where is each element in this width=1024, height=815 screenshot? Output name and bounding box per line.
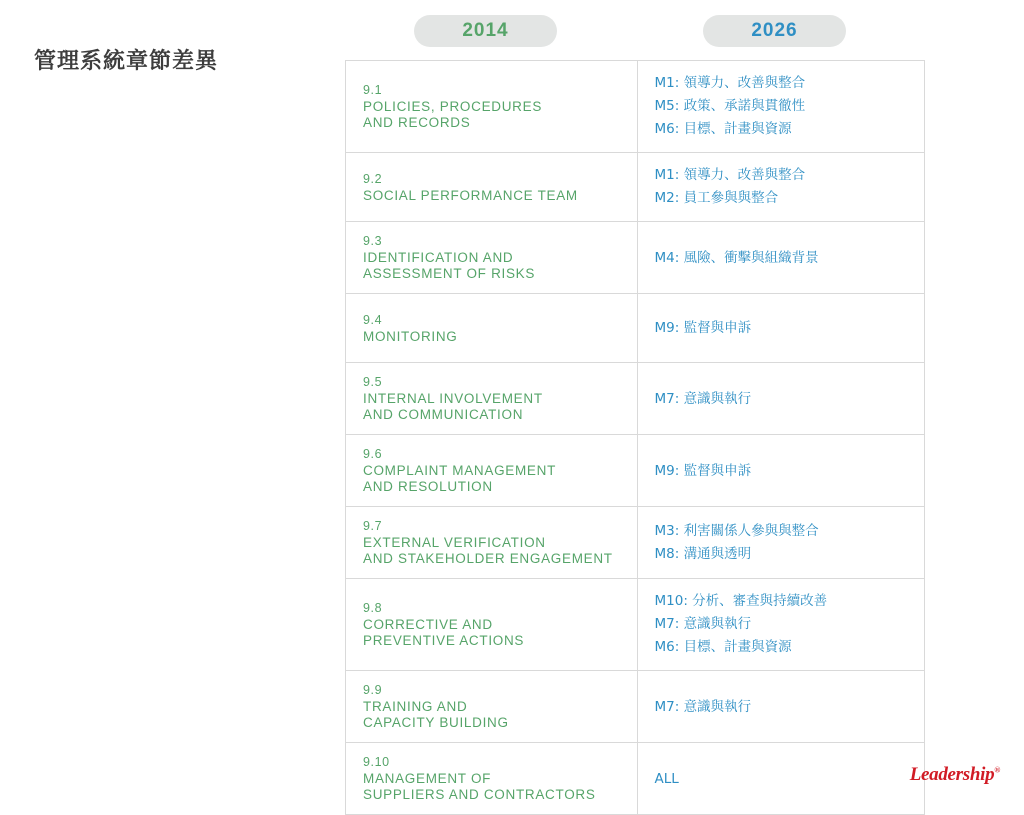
table-cell-2014 xyxy=(346,222,638,293)
mapping-line: M1: 領導力、改善與整合 xyxy=(654,167,806,183)
table-row xyxy=(346,294,924,363)
clause-title-line: POLICIES, PROCEDURES xyxy=(363,99,543,114)
logo-trademark: ® xyxy=(994,765,1000,775)
table-cell-2026 xyxy=(638,294,925,362)
clause-title-line: MONITORING xyxy=(363,328,458,344)
clause-title-line: INTERNAL INVOLVEMENT xyxy=(363,391,543,406)
table-cell-2026 xyxy=(638,435,925,506)
mapping-line: M7: 意識與執行 xyxy=(654,390,752,407)
clause-title-line: TRAINING AND xyxy=(363,699,468,714)
mapping-line: M9: 監督與申訴 xyxy=(654,320,752,336)
mapping-line: M6: 目標、計畫與資源 xyxy=(654,121,792,137)
clause-title-line: ASSESSMENT OF RISKS xyxy=(363,266,536,281)
mapping-line: M6: 目標、計畫與資源 xyxy=(654,639,792,655)
page-title: 管理系統章節差異 xyxy=(34,49,219,74)
clause-title-line: IDENTIFICATION AND xyxy=(363,250,514,265)
mapping-line: M8: 溝通與透明 xyxy=(654,545,752,562)
clause-number: 9.1 xyxy=(363,83,383,97)
clause-title-line: SOCIAL PERFORMANCE TEAM xyxy=(363,187,578,203)
table-cell-2014 xyxy=(346,507,638,578)
clause-number: 9.6 xyxy=(363,447,383,461)
mapping-line: M4: 風險、衝擊與組織背景 xyxy=(654,249,819,266)
mapping-line: M1: 領導力、改善與整合 xyxy=(654,75,806,91)
mapping-line: M5: 政策、承諾與貫徹性 xyxy=(654,98,806,114)
table-cell-2014 xyxy=(346,579,638,670)
clause-title-line: EXTERNAL VERIFICATION xyxy=(363,535,546,550)
mapping-line: M3: 利害關係人參與與整合 xyxy=(654,522,819,539)
clause-title-line: AND STAKEHOLDER ENGAGEMENT xyxy=(363,551,613,566)
comparison-table xyxy=(345,60,925,815)
mapping-line: M2: 員工參與與整合 xyxy=(654,190,779,206)
table-row xyxy=(346,579,924,671)
table-cell-2026 xyxy=(638,61,925,152)
clause-number: 9.2 xyxy=(363,171,383,186)
clause-number: 9.8 xyxy=(363,601,383,615)
table-cell-2026 xyxy=(638,363,925,434)
table-cell-2014 xyxy=(346,61,638,152)
column-header-2026: 2026 xyxy=(703,15,846,47)
clause-number: 9.5 xyxy=(363,375,383,389)
table-cell-2026 xyxy=(638,671,925,742)
logo-text: Leadership xyxy=(909,764,995,785)
clause-title-line: AND RESOLUTION xyxy=(363,479,493,494)
table-cell-2026 xyxy=(638,743,925,814)
table-row xyxy=(346,507,924,579)
table-row xyxy=(346,435,924,507)
table-cell-2026 xyxy=(638,153,925,221)
clause-title-line: SUPPLIERS AND CONTRACTORS xyxy=(363,787,596,802)
clause-title-line: AND COMMUNICATION xyxy=(363,407,524,422)
table-cell-2014 xyxy=(346,671,638,742)
table-cell-2014 xyxy=(346,435,638,506)
table-row xyxy=(346,743,924,815)
clause-number: 9.4 xyxy=(363,312,383,327)
clause-title-line: COMPLAINT MANAGEMENT xyxy=(363,463,557,478)
clause-number: 9.10 xyxy=(363,755,390,769)
mapping-line: ALL xyxy=(654,770,679,787)
table-cell-2026 xyxy=(638,507,925,578)
table-cell-2026 xyxy=(638,222,925,293)
table-cell-2014 xyxy=(346,153,638,221)
column-header-2014: 2014 xyxy=(414,15,557,47)
mapping-line: M9: 監督與申訴 xyxy=(654,462,752,479)
table-row xyxy=(346,153,924,222)
table-row xyxy=(346,222,924,294)
table-cell-2014 xyxy=(346,743,638,814)
table-row xyxy=(346,61,924,153)
brand-logo xyxy=(910,764,1000,786)
table-row xyxy=(346,363,924,435)
clause-title-line: CORRECTIVE AND xyxy=(363,617,493,632)
clause-title-line: PREVENTIVE ACTIONS xyxy=(363,633,525,648)
table-cell-2014 xyxy=(346,363,638,434)
mapping-line: M7: 意識與執行 xyxy=(654,698,752,715)
clause-title-line: AND RECORDS xyxy=(363,115,471,130)
table-cell-2026 xyxy=(638,579,925,670)
clause-number: 9.7 xyxy=(363,519,383,533)
table-row xyxy=(346,671,924,743)
clause-number: 9.9 xyxy=(363,683,383,697)
clause-title-line: MANAGEMENT OF xyxy=(363,771,492,786)
mapping-line: M10: 分析、審查與持續改善 xyxy=(654,593,828,609)
mapping-line: M7: 意識與執行 xyxy=(654,616,752,632)
table-cell-2014 xyxy=(346,294,638,362)
clause-number: 9.3 xyxy=(363,234,383,248)
clause-title-line: CAPACITY BUILDING xyxy=(363,715,509,730)
